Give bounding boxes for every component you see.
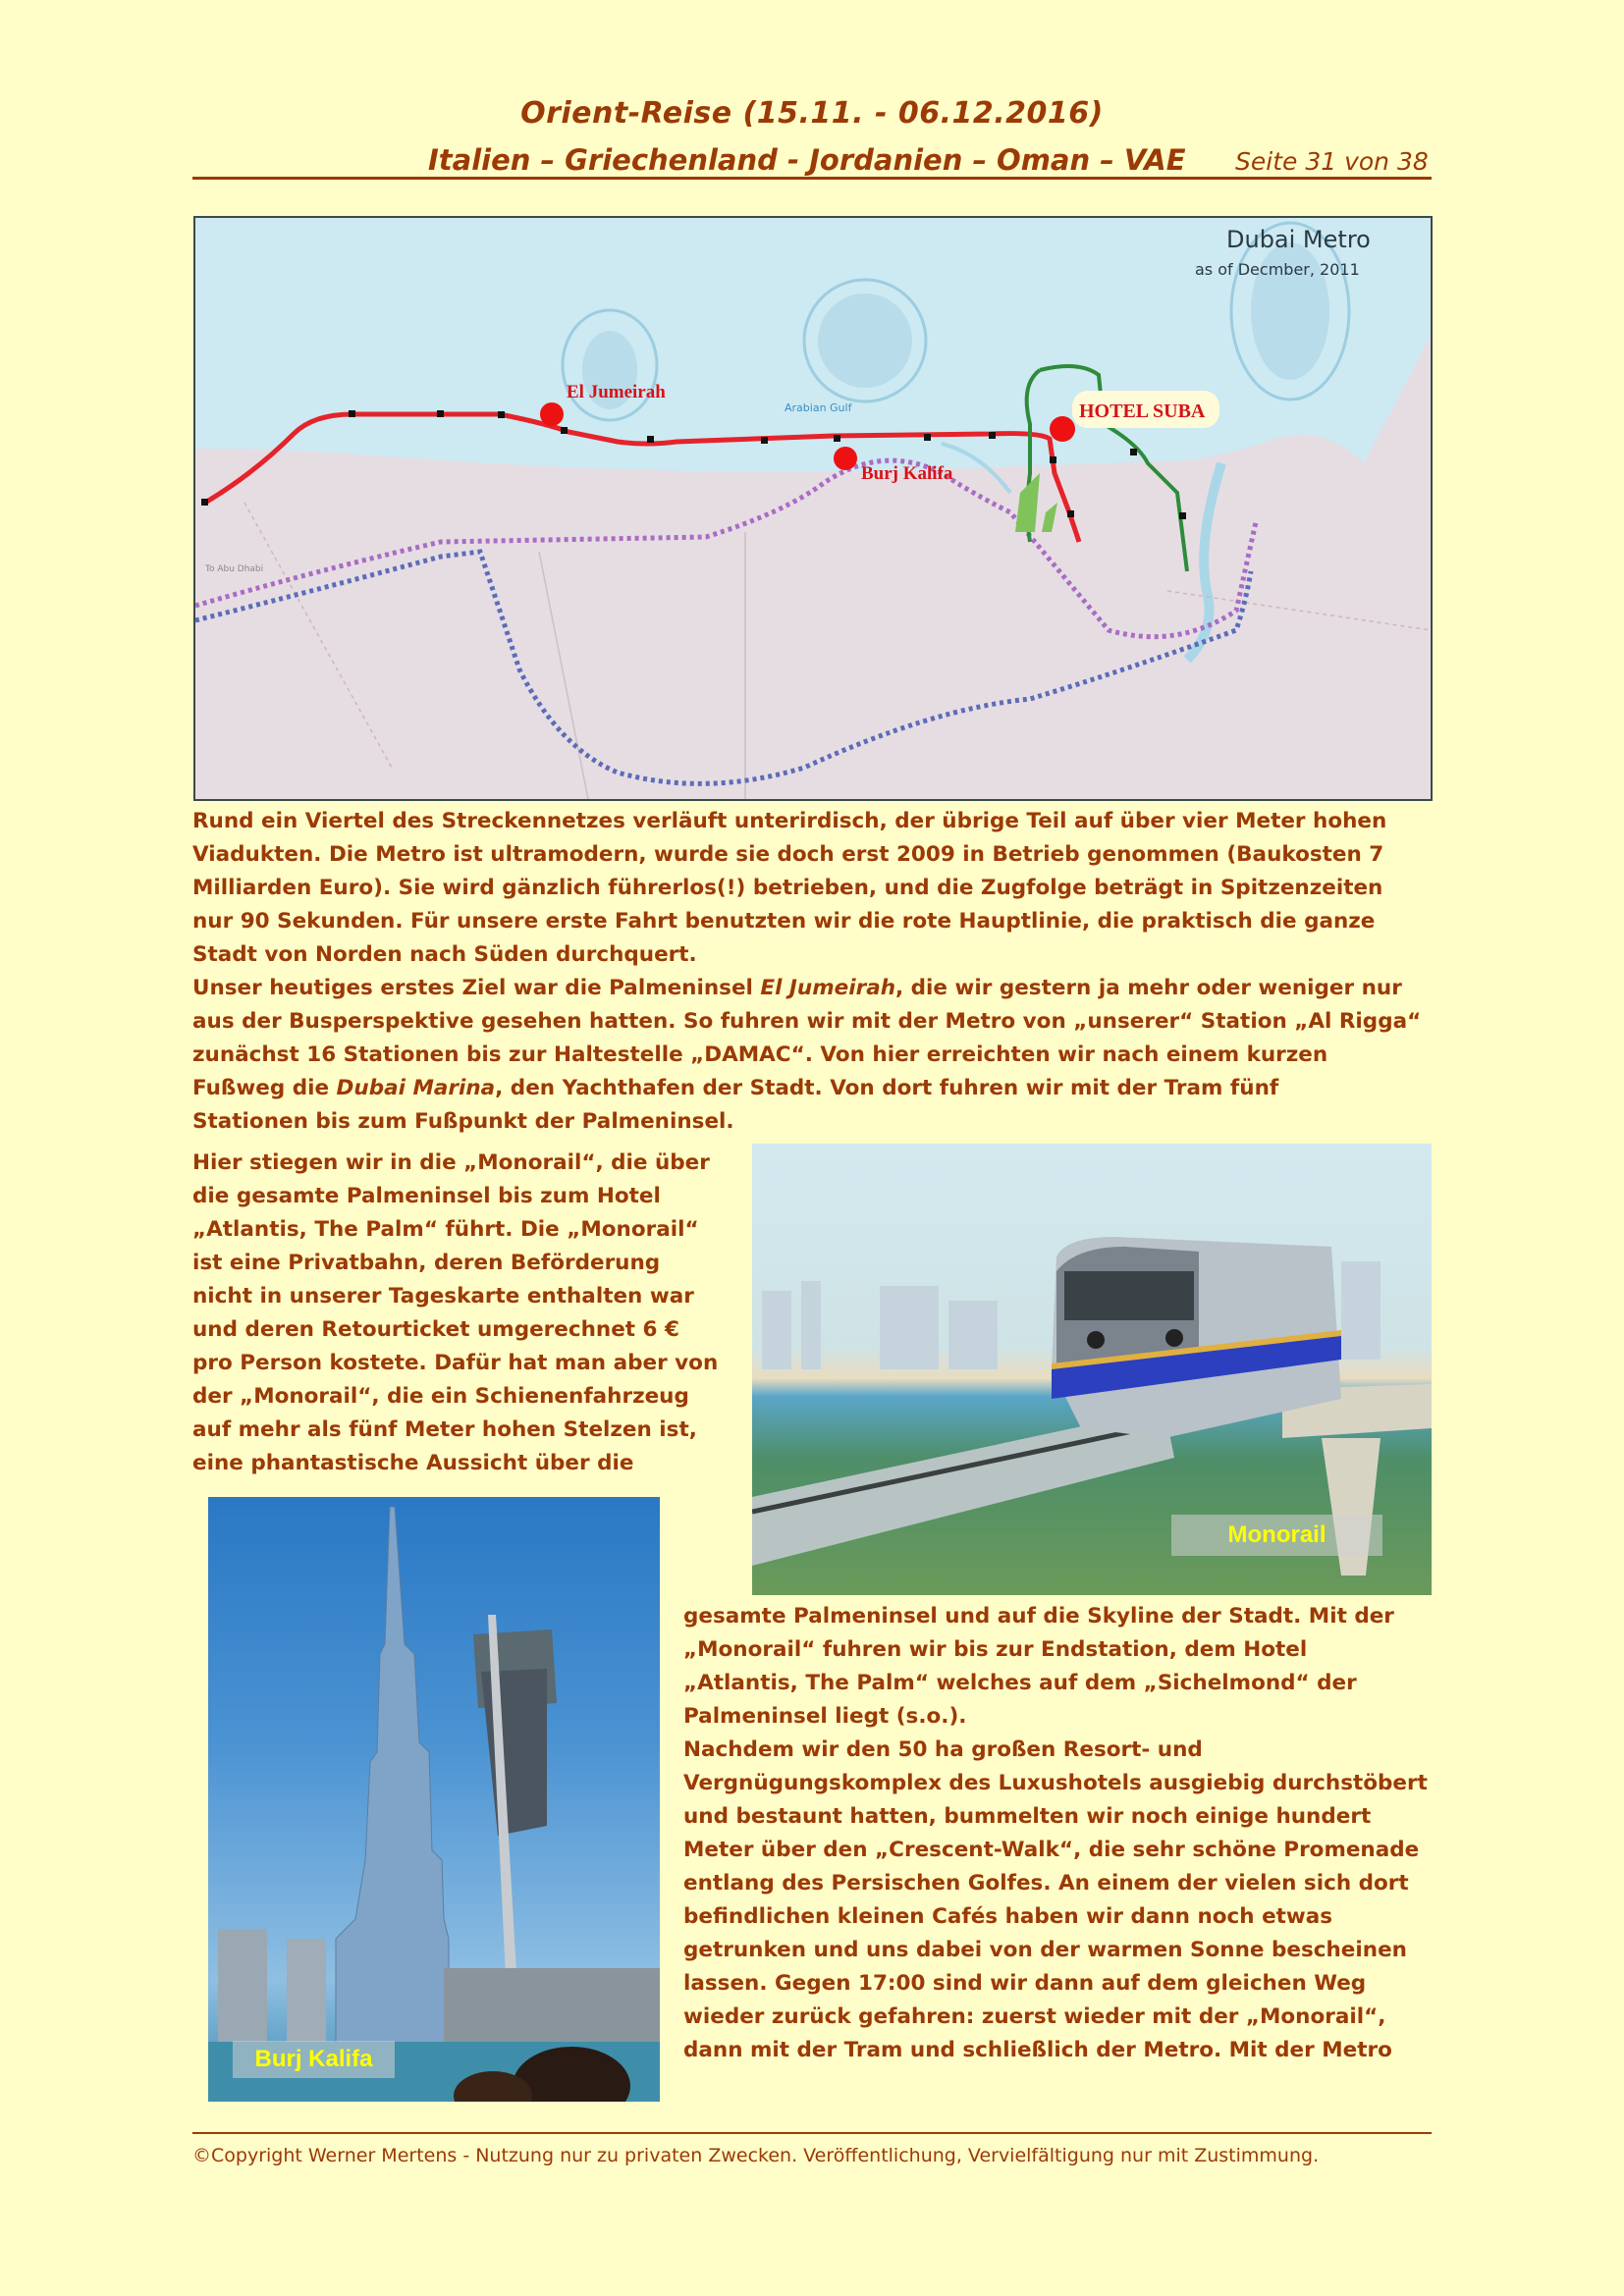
text-line: wieder zurück gefahren: zuerst wieder mit der „Monorail“, (683, 2004, 1386, 2029)
text-line: lassen. Gegen 17:00 sind wir dann auf dem gleichen Weg (683, 1971, 1367, 1996)
page-indicator: Seite 31 von 38 (1235, 147, 1429, 176)
map-title: Dubai Metro (1226, 226, 1371, 253)
map-subtitle: as of Decmber, 2011 (1195, 260, 1360, 279)
text-line: Vergnügungskomplex des Luxushotels ausgiebig durchstöbert (683, 1771, 1428, 1795)
text-line: der „Monorail“, die ein Schienenfahrzeug (192, 1384, 689, 1409)
text-line: Palmeninsel liegt (s.o.). (683, 1704, 967, 1729)
burj-kalifa-marker (834, 447, 857, 470)
paragraph-monorail (192, 1147, 718, 1480)
paragraph-metro-intro (192, 805, 1386, 972)
burj-kalifa-photo (208, 1497, 660, 2102)
el-jumeirah-marker (540, 402, 564, 426)
dubai-metro-map (193, 216, 1433, 801)
burj-kalifa-caption: Burj Kalifa (233, 2041, 395, 2078)
text-line: Unser heutiges erstes Ziel war die Palmeninsel El Jumeirah, die wir gestern ja mehr oder weniger nur (192, 976, 1402, 1000)
map-label-burj-kalifa: Burj Kalifa (861, 463, 953, 484)
monorail-photo (752, 1144, 1432, 1595)
document-subtitle: Italien – Griechenland - Jordanien – Oman – VAE (428, 143, 1186, 177)
map-label-to-abu-dhabi: To Abu Dhabi (205, 564, 264, 574)
document-title: Orient-Reise (15.11. - 06.12.2016) (520, 96, 1104, 131)
text-line: entlang des Persischen Golfes. An einem der vielen sich dort (683, 1871, 1409, 1896)
text-line: und deren Retourticket umgerechnet 6 € (192, 1317, 679, 1342)
text-line: eine phantastische Aussicht über die (192, 1451, 634, 1475)
copyright-notice: ©Copyright Werner Mertens - Nutzung nur zu privaten Zwecken. Veröffentlichung, Vervielfältigung nur mit Zustimmung. (192, 2145, 1320, 2166)
text-line: befindlichen kleinen Cafés haben wir dann noch etwas (683, 1904, 1333, 1929)
paragraph-first-destination (192, 972, 1421, 1139)
text-line: und bestaunt hatten, bummelten wir noch einige hundert (683, 1804, 1372, 1829)
text-line: gesamte Palmeninsel und auf die Skyline der Stadt. Mit der (683, 1604, 1394, 1629)
place-name-dubai-marina: Dubai Marina (336, 1076, 496, 1100)
text-line: nicht in unserer Tageskarte enthalten war (192, 1284, 694, 1308)
text-line: getrunken und uns dabei von der warmen Sonne bescheinen (683, 1938, 1407, 1962)
text-line: zunächst 16 Stationen bis zur Haltestelle „DAMAC“. Von hier erreichten wir nach einem kurzen (192, 1042, 1328, 1067)
text-line: „Atlantis, The Palm“ führt. Die „Monorail“ (192, 1217, 699, 1242)
text-line: ist eine Privatbahn, deren Beförderung (192, 1251, 661, 1275)
footer-divider (192, 2132, 1432, 2134)
paragraph-atlantis (683, 1600, 1428, 2067)
text-line: Nachdem wir den 50 ha großen Resort- und (683, 1737, 1203, 1762)
map-label-hotel-suba: HOTEL SUBA (1079, 400, 1206, 422)
map-label-arabian-gulf: Arabian Gulf (785, 401, 852, 414)
text-line: dann mit der Tram und schließlich der Metro. Mit der Metro (683, 2038, 1392, 2062)
monorail-caption: Monorail (1171, 1515, 1382, 1556)
hotel-suba-marker (1050, 416, 1075, 442)
text-line: Rund ein Viertel des Streckennetzes verläuft unterirdisch, der übrige Teil auf über vier Meter hohen (192, 809, 1387, 833)
text-line: nur 90 Sekunden. Für unsere erste Fahrt benutzten wir die rote Hauptlinie, die praktisch die ganze (192, 909, 1376, 934)
place-name-el-jumeirah: El Jumeirah (760, 976, 896, 1000)
text-line: Stationen bis zum Fußpunkt der Palmeninsel. (192, 1109, 734, 1134)
text-line: Stadt von Norden nach Süden durchquert. (192, 942, 697, 967)
text-line: die gesamte Palmeninsel bis zum Hotel (192, 1184, 661, 1208)
text-line: auf mehr als fünf Meter hohen Stelzen ist, (192, 1417, 697, 1442)
text-line: „Monorail“ fuhren wir bis zur Endstation, dem Hotel (683, 1637, 1308, 1662)
text-line: pro Person kostete. Dafür hat man aber von (192, 1351, 719, 1375)
burj-kalifa-illustration (208, 1497, 660, 2102)
text-line: Meter über den „Crescent-Walk“, die sehr schöne Promenade (683, 1838, 1420, 1862)
map-graphic (195, 218, 1431, 799)
text-line: Fußweg die Dubai Marina, den Yachthafen der Stadt. Von dort fuhren wir mit der Tram fünf (192, 1076, 1279, 1100)
text-line: Milliarden Euro). Sie wird gänzlich führerlos(!) betrieben, und die Zugfolge beträgt in Spitzenzeiten (192, 876, 1383, 900)
text-line: Viadukten. Die Metro ist ultramodern, wurde sie doch erst 2009 in Betrieb genommen (Baukosten 7 (192, 842, 1384, 867)
text-line: aus der Busperspektive gesehen hatten. So fuhren wir mit der Metro von „unserer“ Station „Al Rigga“ (192, 1009, 1422, 1034)
header-divider (192, 177, 1432, 180)
text-line: „Atlantis, The Palm“ welches auf dem „Sichelmond“ der (683, 1671, 1357, 1695)
map-label-el-jumeirah: El Jumeirah (567, 382, 666, 402)
text-line: Hier stiegen wir in die „Monorail“, die über (192, 1150, 710, 1175)
